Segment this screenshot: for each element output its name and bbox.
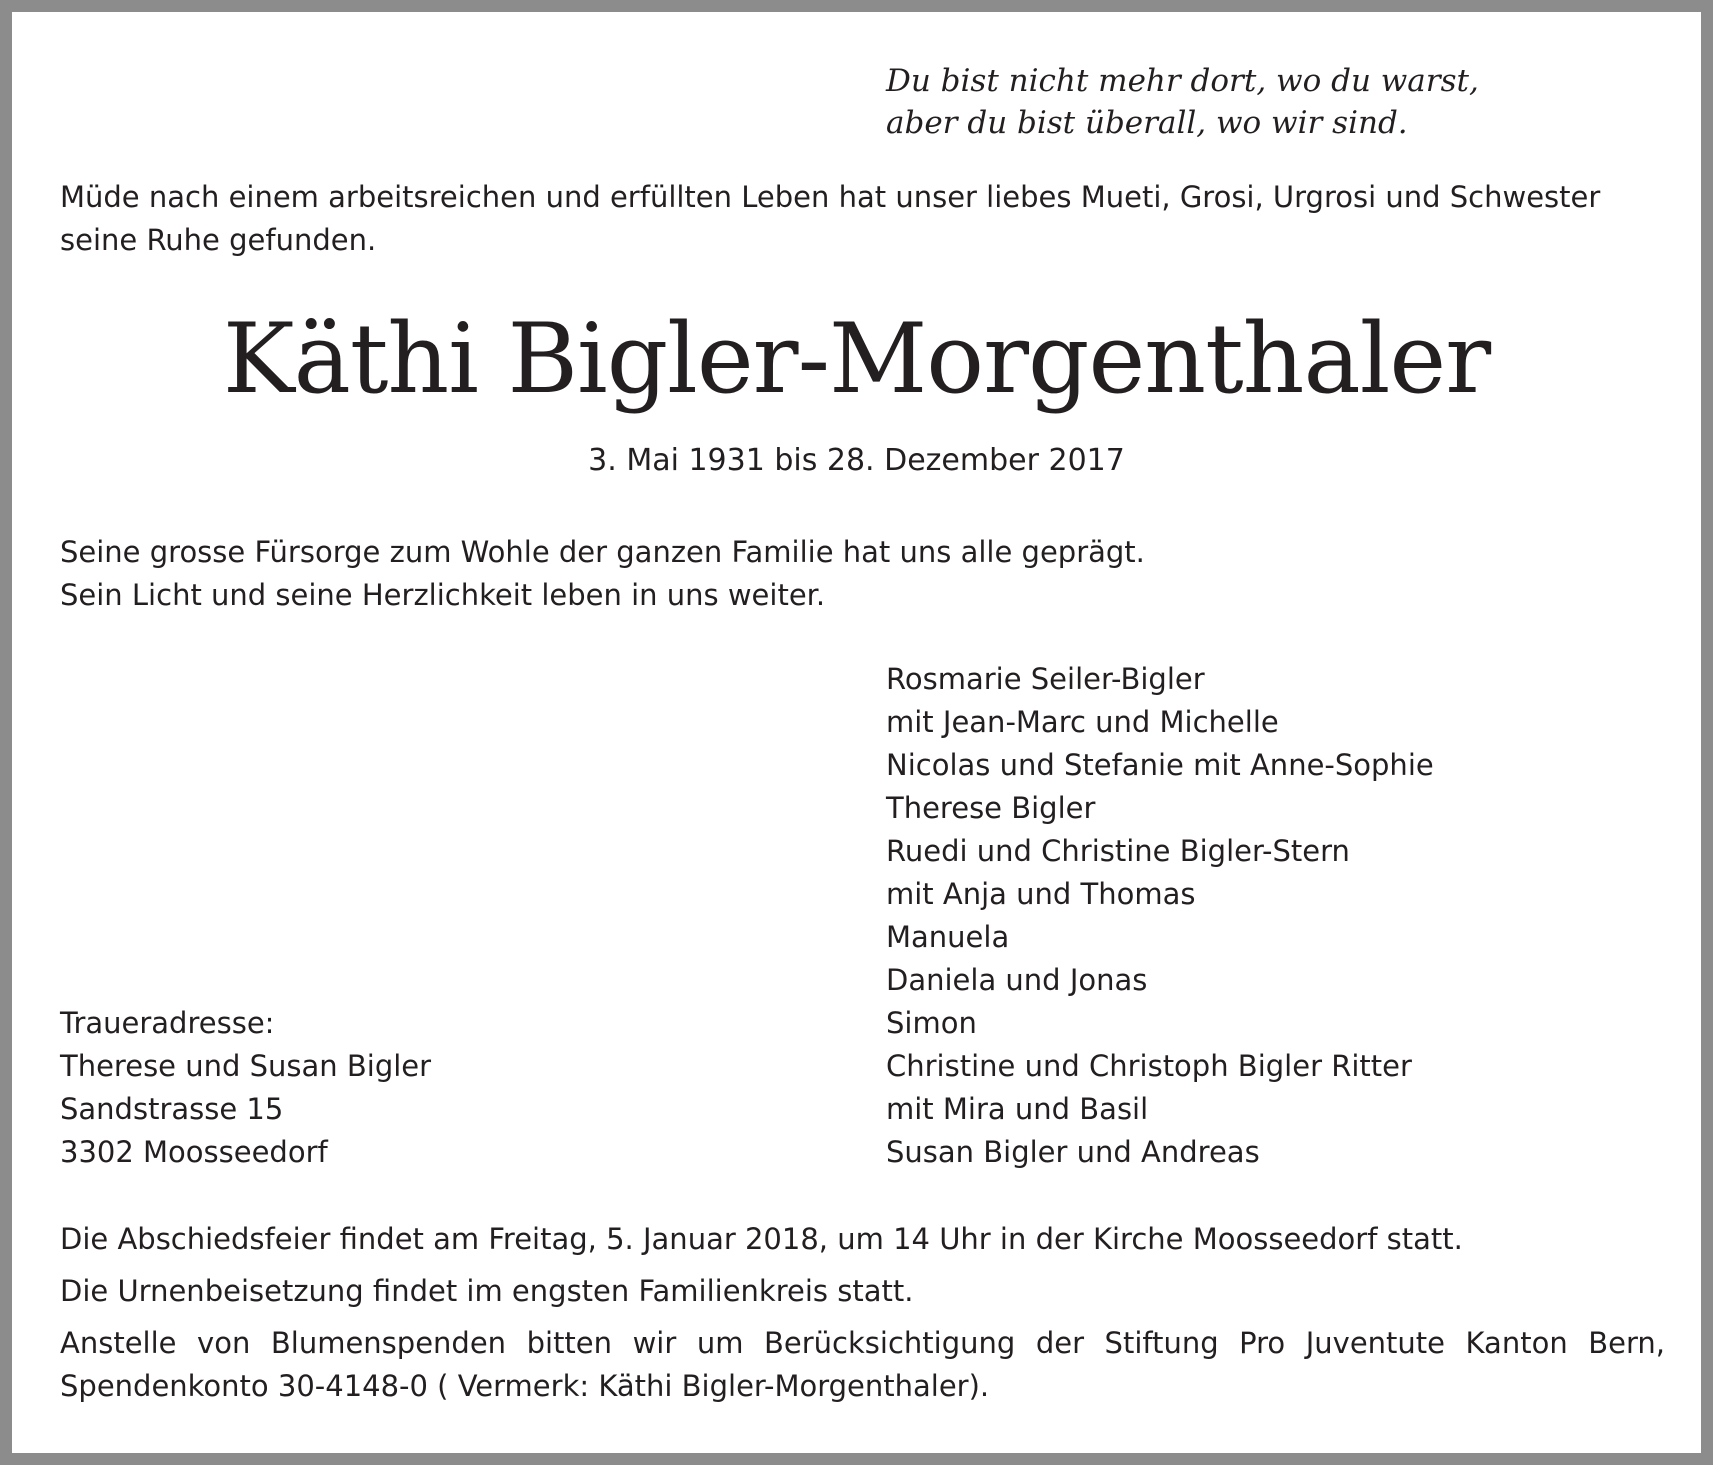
mourner-line: Christine und Christoph Bigler Ritter — [886, 1049, 1412, 1083]
urn-notice: Die Urnenbeisetzung findet im engsten Familienkreis statt. — [60, 1274, 914, 1308]
mourner-line: Daniela und Jonas — [886, 963, 1148, 997]
mourner-line: Nicolas und Stefanie mit Anne-Sophie — [886, 748, 1434, 782]
mourning-address — [60, 1002, 431, 1174]
obituary-card — [12, 12, 1701, 1453]
mourner-line: mit Jean-Marc und Michelle — [886, 705, 1279, 739]
mourner-line: mit Anja und Thomas — [886, 877, 1196, 911]
mourner-line: Manuela — [886, 920, 1010, 954]
address-label: Traueradresse: — [60, 1006, 275, 1040]
address-names: Therese und Susan Bigler — [60, 1049, 432, 1083]
mourner-line: Rosmarie Seiler-Bigler — [886, 662, 1205, 696]
motto-quote — [886, 60, 1479, 144]
notices — [60, 1218, 1665, 1417]
legacy-text — [60, 531, 1673, 617]
mourner-line: Susan Bigler und Andreas — [886, 1135, 1260, 1169]
address-city: 3302 Moosseedorf — [60, 1135, 328, 1169]
mourner-line: Simon — [886, 1006, 977, 1040]
mourner-line: Ruedi und Christine Bigler-Stern — [886, 834, 1350, 868]
intro-text: Müde nach einem arbeitsreichen und erfüllten Leben hat unser liebes Mueti, Grosi, Urgrosi und Schwester seine Ruhe gefunden. — [60, 180, 1601, 257]
mourner-line: Therese Bigler — [886, 791, 1096, 825]
motto-line: aber du bist überall, wo wir sind. — [886, 105, 1408, 141]
motto-line: Du bist nicht mehr dort, wo du warst, — [886, 63, 1479, 99]
address-street: Sandstrasse 15 — [60, 1092, 284, 1126]
mourners-list — [886, 658, 1434, 1174]
legacy-line: Sein Licht und seine Herzlichkeit leben in uns weiter. — [60, 578, 826, 612]
donation-notice: Anstelle von Blumenspenden bitten wir um Berücksichtigung der Stiftung Pro Juventute Kanton Bern, Spendenkonto 30-4148-0 ( Vermerk: Käthi Bigler-Morgenthaler). — [60, 1326, 1665, 1403]
life-dates: 3. Mai 1931 bis 28. Dezember 2017 — [588, 443, 1125, 478]
mourner-line: mit Mira und Basil — [886, 1092, 1149, 1126]
ceremony-notice: Die Abschiedsfeier findet am Freitag, 5. Januar 2018, um 14 Uhr in der Kirche Moosseedorf statt. — [60, 1222, 1463, 1256]
deceased-name: Käthi Bigler-Morgenthaler — [222, 303, 1491, 415]
legacy-line: Seine grosse Fürsorge zum Wohle der ganzen Familie hat uns alle geprägt. — [60, 535, 1145, 569]
